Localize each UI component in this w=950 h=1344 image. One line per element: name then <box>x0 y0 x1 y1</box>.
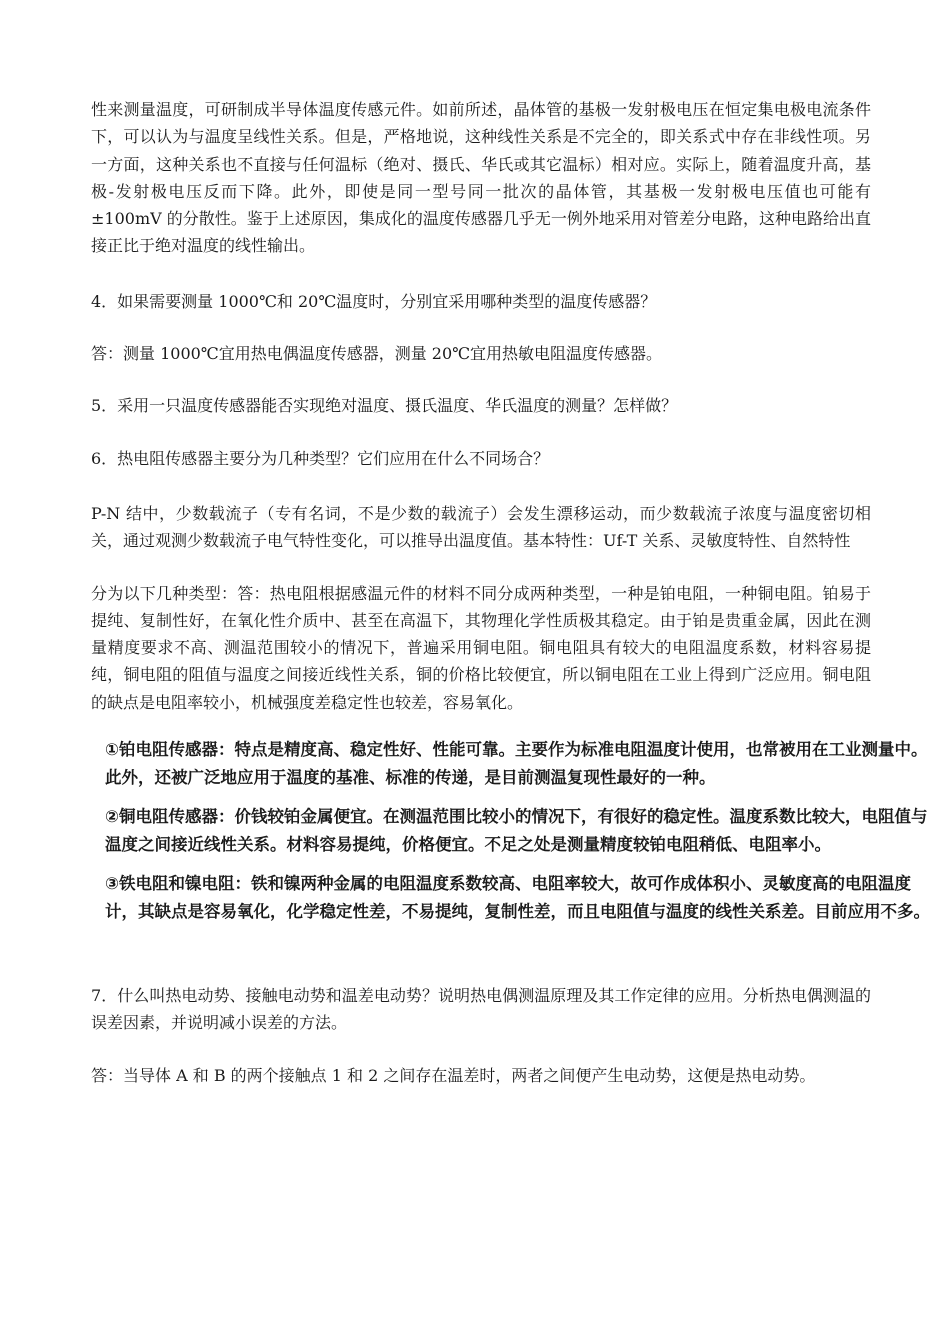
paragraph-intro: 性来测量温度，可研制成半导体温度传感元件。如前所述，晶体管的基极一发射极电压在恒定集电极电流条件下，可以认为与温度呈线性关系。但是，严格地说，这种线性关系是不完全的，即关系式中存在非线性项。另一方面，这种关系也不直接与任何温标（绝对、摄氏、华氏或其它温标）相对应。实际上，随着温度升高，基极-发射极电压反而下降。此外，即使是同一型号同一批次的晶体管，其基极一发射极电压值也可能有±100mV 的分散性。鉴于上述原因，集成化的温度传感器几乎无一例外地采用对管差分电路，这种电路给出直接正比于绝对温度的线性输出。 <box>91 100 871 256</box>
document-page <box>91 96 930 1089</box>
question-6: 6．热电阻传感器主要分为几种类型？它们应用在什么不同场合？ <box>91 448 550 468</box>
answer-4: 答：测量 1000℃宜用热电偶温度传感器，测量 20℃宜用热敏电阻温度传感器。 <box>91 344 663 364</box>
list-item-platinum: ①铂电阻传感器：特点是精度高、稳定性好、性能可靠。主要作为标准电阻温度计使用，也常被用在工业测量中。此外，还被广泛地应用于温度的基准、标准的传递，是目前测温复现性最好的一种。 <box>105 740 928 788</box>
list-item-copper: ②铜电阻传感器：价钱较铂金属便宜。在测温范围比较小的情况下，有很好的稳定性。温度系数比较大，电阻值与温度之间接近线性关系。材料容易提纯，价格便宜。不足之处是测量精度较铂电阻稍低、电阻率小。 <box>105 807 928 855</box>
answer-7: 答：当导体 A 和 B 的两个接触点 1 和 2 之间存在温差时，两者之间便产生电动势，这便是热电动势。 <box>91 1065 816 1085</box>
resistor-types-list <box>105 736 935 926</box>
paragraph-pn-junction: P-N 结中，少数载流子（专有名词，不是少数的载流子）会发生漂移运动，而少数载流子浓度与温度密切相关，通过观测少数载流子电气特性变化，可以推导出温度值。基本特性：Uf-T 关系、灵敏度特性、自然特性 <box>91 503 871 551</box>
question-4: 4．如果需要测量 1000℃和 20℃温度时，分别宜采用哪种类型的温度传感器？ <box>91 291 657 311</box>
question-5: 5．采用一只温度传感器能否实现绝对温度、摄氏温度、华氏温度的测量？怎样做？ <box>91 396 678 416</box>
list-item-iron-nickel: ③铁电阻和镍电阻：铁和镍两种金属的电阻温度系数较高、电阻率较大，故可作成体积小、灵敏度高的电阻温度计，其缺点是容易氧化，化学稳定性差，不易提纯，复制性差，而且电阻值与温度的线性关系差。目前应用不多。 <box>105 874 930 922</box>
question-7: 7．什么叫热电动势、接触电动势和温差电动势？说明热电偶测温原理及其工作定律的应用。分析热电偶测温的误差因素，并说明减小误差的方法。 <box>91 986 871 1033</box>
answer-6: 分为以下几种类型：答：热电阻根据感温元件的材料不同分成两种类型，一种是铂电阻，一种铜电阻。铂易于提纯、复制性好，在氧化性介质中、甚至在高温下，其物理化学性质极其稳定。由于铂是贵重金属，因此在测量精度要求不高、测温范围较小的情况下，普遍采用铜电阻。铜电阻具有较大的电阻温度系数，材料容易提纯，铜电阻的阻值与温度之间接近线性关系，铜的价格比较便宜，所以铜电阻在工业上得到广泛应用。铜电阻的缺点是电阻率较小，机械强度差稳定性也较差，容易氧化。 <box>91 583 871 712</box>
